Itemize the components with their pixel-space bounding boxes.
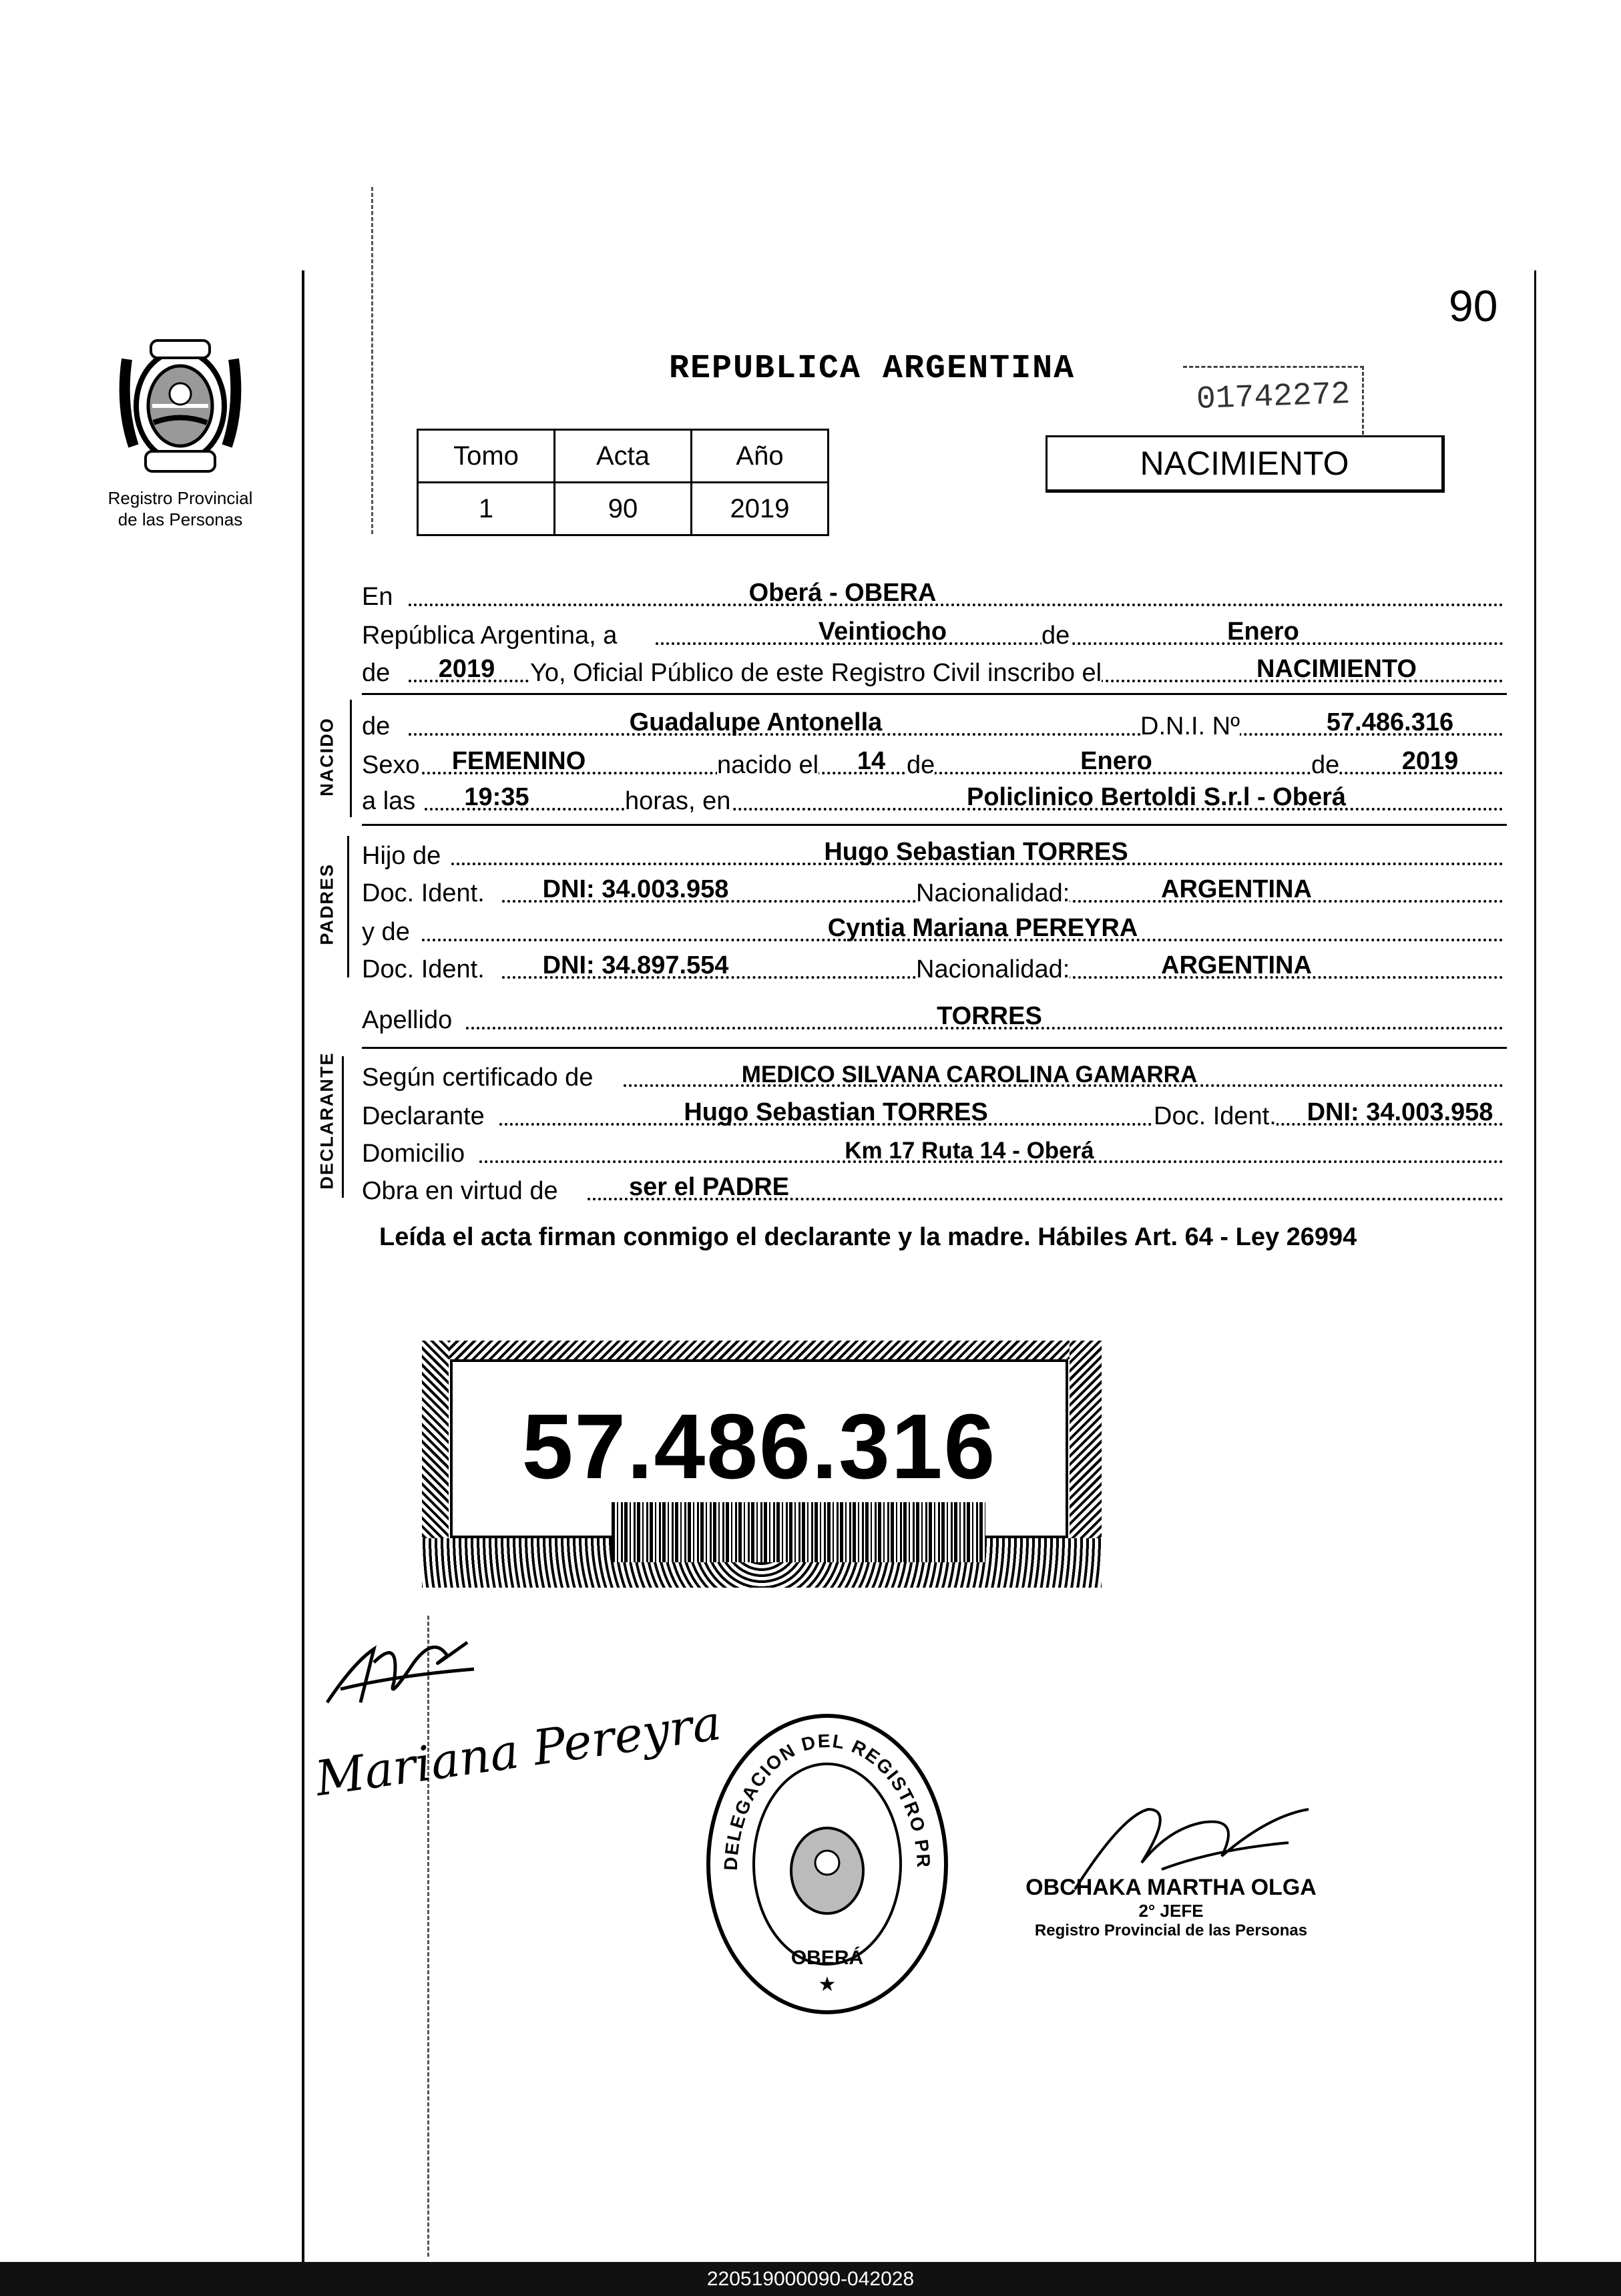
label-a-las: a las	[362, 787, 416, 815]
separator-3	[362, 1047, 1507, 1049]
value-lugar-nacido: Policlinico Bertoldi S.r.l - Oberá	[966, 783, 1346, 811]
label-dni: D.N.I. Nº	[1140, 712, 1240, 740]
row-nacido-nombre	[362, 702, 1503, 742]
table-header-anio: Año	[692, 430, 829, 483]
row-declarante	[362, 1092, 1503, 1132]
section-label-padres: PADRES	[316, 863, 337, 945]
value-anio: 2019	[438, 655, 495, 683]
value-madre-doc: DNI: 34.897.554	[542, 951, 729, 979]
document-title: REPUBLICA ARGENTINA	[669, 350, 1076, 388]
label-horas-en: horas, en	[625, 787, 731, 815]
table-value-acta: 90	[555, 483, 692, 535]
row-certificado	[362, 1054, 1503, 1094]
label-oficial: Yo, Oficial Público de este Registro Civil inscribo el	[530, 659, 1102, 687]
value-mes: Enero	[1227, 618, 1299, 646]
value-sexo: FEMENINO	[451, 747, 586, 775]
section-label-nacido: NACIDO	[316, 717, 337, 796]
row-y-de	[362, 908, 1503, 948]
value-padre-nac: ARGENTINA	[1161, 875, 1312, 903]
province-logo	[113, 332, 247, 478]
value-dia: Veintiocho	[818, 618, 947, 646]
right-border	[1534, 270, 1536, 2262]
row-hijo-de	[362, 832, 1503, 872]
table-header-tomo: Tomo	[418, 430, 555, 483]
value-lugar: Oberá - OBERA	[748, 579, 937, 607]
fold-line-top	[371, 187, 373, 534]
row-republica	[362, 612, 1503, 652]
row-en	[362, 573, 1503, 613]
mother-signature: Mariana Pereyra	[312, 1694, 724, 1807]
row-obra	[362, 1167, 1503, 1207]
value-tipo: NACIMIENTO	[1256, 655, 1417, 683]
value-anio-nacido: 2019	[1401, 747, 1459, 775]
value-hora: 19:35	[464, 783, 529, 811]
label-apellido: Apellido	[362, 1006, 453, 1034]
official-stamp	[702, 1710, 952, 2018]
label-de-mes: de	[907, 751, 935, 779]
label-de: de	[1041, 622, 1070, 650]
oval-stamp-icon	[702, 1710, 952, 2018]
barcode	[612, 1502, 985, 1562]
serial-stamp-border	[1183, 366, 1364, 435]
label-de2: de	[362, 659, 391, 687]
label-certificado: Según certificado de	[362, 1064, 594, 1092]
footer-code: 220519000090-042028	[0, 2262, 1621, 2296]
row-padre-doc	[362, 869, 1503, 909]
signature-scribble-icon	[314, 1622, 481, 1723]
stamp-city: OBERÁ	[790, 1947, 864, 1969]
value-madre: Cyntia Mariana PEREYRA	[827, 914, 1138, 942]
separator-2	[362, 824, 1507, 826]
separator-1	[362, 693, 1507, 695]
svg-text:★: ★	[818, 1974, 837, 1996]
label-nacido-el: nacido el	[717, 751, 819, 779]
label-republica: República Argentina, a	[362, 622, 618, 650]
logo-caption-line2: de las Personas	[118, 509, 243, 529]
value-mes-nacido: Enero	[1080, 747, 1152, 775]
logo-caption-line1: Registro Provincial	[107, 488, 253, 508]
stamp-arc-text: DELEGACION DEL REGISTRO PR	[720, 1730, 935, 1871]
label-doc-declarante: Doc. Ident.	[1154, 1102, 1277, 1130]
value-declarante: Hugo Sebastian TORRES	[684, 1098, 988, 1126]
label-domicilio: Domicilio	[362, 1140, 465, 1168]
father-signature	[314, 1622, 481, 1723]
value-nombre-nacido: Guadalupe Antonella	[629, 708, 883, 736]
label-doc-madre: Doc. Ident.	[362, 955, 485, 983]
dni-stamp-number: 57.486.316	[521, 1395, 997, 1498]
value-doc-declarante: DNI: 34.003.958	[1307, 1098, 1493, 1126]
dni-stamp	[422, 1341, 1102, 1588]
section-label-declarante: DECLARANTE	[316, 1052, 337, 1190]
official-office: Registro Provincial de las Personas	[1034, 1921, 1308, 1939]
row-apellido	[362, 996, 1503, 1036]
label-de-anio: de	[1311, 751, 1340, 779]
value-dni-nacido: 57.486.316	[1326, 708, 1454, 736]
row-domicilio	[362, 1130, 1503, 1170]
table-value-anio: 2019	[692, 483, 829, 535]
row-hora	[362, 777, 1503, 817]
official-name: OBCHAKA MARTHA OLGA	[1025, 1875, 1317, 1900]
value-padre-doc: DNI: 34.003.958	[542, 875, 729, 903]
label-en: En	[362, 583, 393, 611]
record-type-box: NACIMIENTO	[1046, 435, 1445, 493]
register-table	[417, 429, 829, 536]
row-anio	[362, 649, 1503, 689]
province-seal-icon	[113, 332, 247, 478]
value-obra: ser el PADRE	[628, 1173, 790, 1201]
closing-note: Leída el acta firman conmigo el declarante y la madre. Hábiles Art. 64 - Ley 26994	[379, 1223, 1357, 1251]
label-nac-madre: Nacionalidad:	[916, 955, 1070, 983]
label-declarante: Declarante	[362, 1102, 485, 1130]
value-dia-nacido: 14	[857, 747, 886, 775]
value-certificado: MEDICO SILVANA CAROLINA GAMARRA	[741, 1062, 1198, 1088]
value-domicilio: Km 17 Ruta 14 - Oberá	[845, 1138, 1094, 1164]
label-de-nacido: de	[362, 712, 391, 740]
row-sexo	[362, 741, 1503, 781]
value-apellido: TORRES	[937, 1002, 1042, 1030]
label-y-de: y de	[362, 918, 410, 946]
serial-number: 01742272	[1196, 376, 1351, 419]
label-doc-padre: Doc. Ident.	[362, 879, 485, 907]
label-obra: Obra en virtud de	[362, 1177, 558, 1205]
value-padre: Hugo Sebastian TORRES	[824, 838, 1128, 866]
official-role: 2° JEFE	[1138, 1901, 1204, 1921]
table-value-tomo: 1	[418, 483, 555, 535]
label-sexo: Sexo	[362, 751, 420, 779]
page-number: 90	[1449, 281, 1498, 330]
label-hijo-de: Hijo de	[362, 842, 441, 870]
value-madre-nac: ARGENTINA	[1161, 951, 1312, 979]
row-madre-doc	[362, 945, 1503, 985]
left-border	[302, 270, 304, 2262]
table-header-acta: Acta	[555, 430, 692, 483]
label-nac-padre: Nacionalidad:	[916, 879, 1070, 907]
official-block	[1017, 1875, 1325, 1940]
logo-caption	[80, 487, 280, 530]
